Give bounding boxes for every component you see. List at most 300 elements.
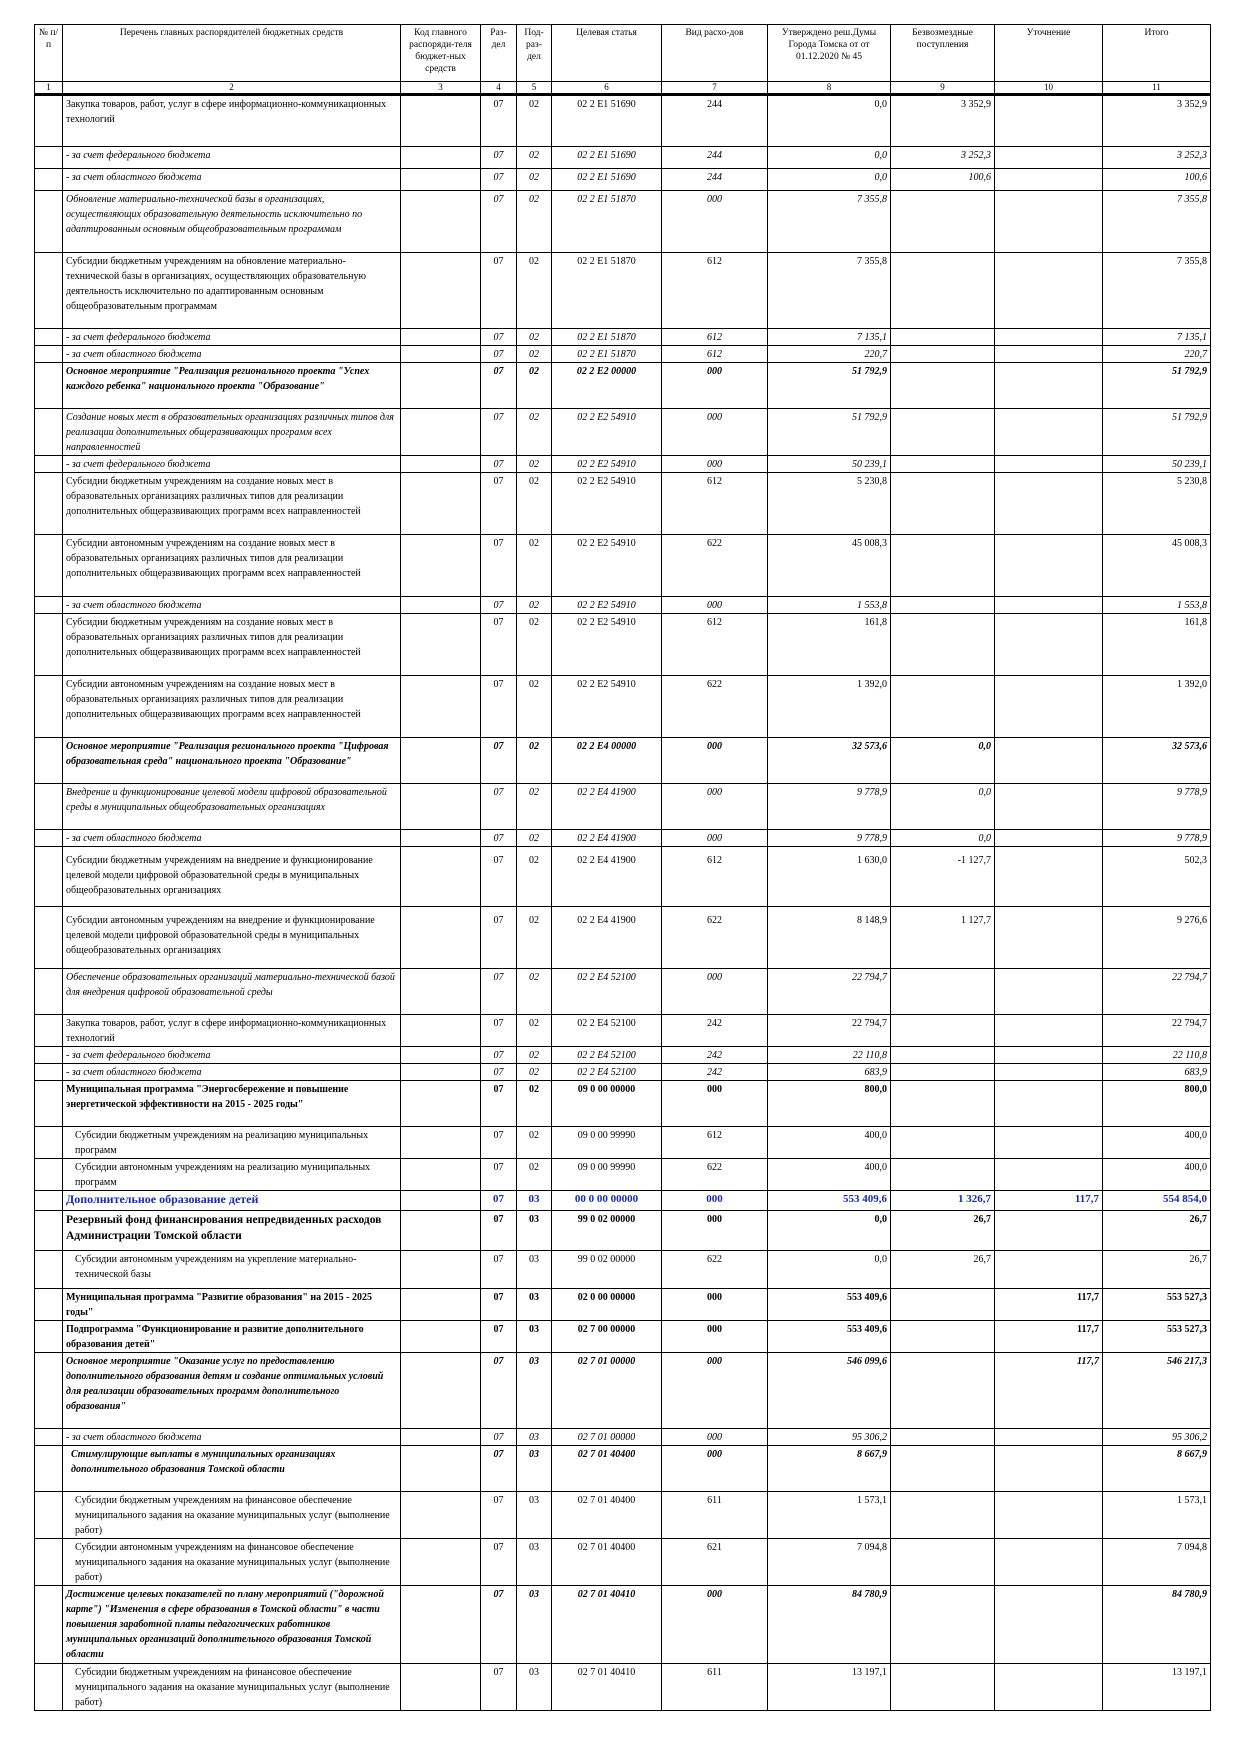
table-row	[35, 1047, 1211, 1064]
cell-grants: 0,0	[891, 738, 995, 784]
table-row	[35, 456, 1211, 473]
cell-number	[35, 1289, 63, 1321]
cell-approved: 9 778,9	[768, 830, 891, 847]
cell-subsection: 03	[517, 1586, 552, 1664]
colnum: 1	[35, 82, 63, 95]
cell-adjustment	[995, 1429, 1103, 1446]
cell-distributor-code	[401, 456, 481, 473]
cell-description: Субсидии автономным учреждениям на создание новых мест в образовательных организациях различных типов для реализации дополнительных общеразвивающих программ всех направленностей	[63, 535, 401, 597]
cell-total: 3 352,9	[1103, 95, 1211, 147]
cell-adjustment	[995, 253, 1103, 329]
table-row	[35, 1127, 1211, 1159]
cell-distributor-code	[401, 1289, 481, 1321]
cell-section: 07	[481, 1492, 517, 1539]
cell-grants	[891, 1539, 995, 1586]
cell-subsection: 03	[517, 1353, 552, 1429]
cell-target-article: 02 2 E2 54910	[552, 676, 662, 738]
cell-adjustment	[995, 169, 1103, 191]
cell-subsection: 02	[517, 1081, 552, 1127]
cell-grants	[891, 329, 995, 346]
cell-grants	[891, 363, 995, 409]
budget-table-sheet	[34, 24, 1210, 1711]
cell-subsection: 02	[517, 907, 552, 969]
cell-subsection: 02	[517, 784, 552, 830]
cell-grants: 1 127,7	[891, 907, 995, 969]
cell-grants: -1 127,7	[891, 847, 995, 907]
cell-adjustment	[995, 1446, 1103, 1492]
cell-grants	[891, 1015, 995, 1047]
cell-description: Муниципальная программа "Развитие образования" на 2015 - 2025 годы"	[63, 1289, 401, 1321]
cell-target-article: 09 0 00 99990	[552, 1127, 662, 1159]
cell-total: 84 780,9	[1103, 1586, 1211, 1664]
cell-target-article: 02 0 00 00000	[552, 1289, 662, 1321]
cell-number	[35, 253, 63, 329]
cell-adjustment	[995, 847, 1103, 907]
cell-target-article: 02 2 E4 41900	[552, 784, 662, 830]
cell-adjustment	[995, 907, 1103, 969]
cell-section: 07	[481, 253, 517, 329]
cell-expense-type: 244	[662, 169, 768, 191]
cell-section: 07	[481, 1446, 517, 1492]
cell-approved: 8 148,9	[768, 907, 891, 969]
cell-grants	[891, 1492, 995, 1539]
cell-number	[35, 409, 63, 456]
cell-section: 07	[481, 1211, 517, 1251]
colnum: 8	[768, 82, 891, 95]
cell-description: Стимулирующие выплаты в муниципальных организациях дополнительного образования Томской области	[63, 1446, 401, 1492]
cell-expense-type: 612	[662, 253, 768, 329]
cell-description: Резервный фонд финансирования непредвиденных расходов Администрации Томской области	[63, 1211, 401, 1251]
header-expense-type: Вид расхо-дов	[662, 25, 768, 82]
cell-total: 100,6	[1103, 169, 1211, 191]
cell-number	[35, 1539, 63, 1586]
cell-total: 7 355,8	[1103, 191, 1211, 253]
cell-description: Субсидии бюджетным учреждениям на создание новых мест в образовательных организациях различных типов для реализации дополнительных общеразвивающих программ всех направленностей	[63, 614, 401, 676]
cell-total: 553 527,3	[1103, 1289, 1211, 1321]
table-row	[35, 614, 1211, 676]
cell-target-article: 02 2 E2 54910	[552, 456, 662, 473]
cell-expense-type: 000	[662, 1081, 768, 1127]
cell-section: 07	[481, 1664, 517, 1711]
cell-adjustment	[995, 147, 1103, 169]
cell-expense-type: 000	[662, 456, 768, 473]
table-row	[35, 169, 1211, 191]
cell-approved: 22 794,7	[768, 969, 891, 1015]
cell-subsection: 03	[517, 1321, 552, 1353]
cell-total: 161,8	[1103, 614, 1211, 676]
cell-adjustment	[995, 969, 1103, 1015]
cell-expense-type: 242	[662, 1015, 768, 1047]
cell-grants	[891, 676, 995, 738]
cell-total: 554 854,0	[1103, 1191, 1211, 1211]
cell-description: Муниципальная программа "Энергосбережение и повышение энергетической эффективности на 2015 - 2025 годы"	[63, 1081, 401, 1127]
cell-subsection: 03	[517, 1289, 552, 1321]
cell-target-article: 02 2 E4 52100	[552, 1015, 662, 1047]
cell-target-article: 02 7 01 40400	[552, 1446, 662, 1492]
cell-number	[35, 676, 63, 738]
cell-expense-type: 000	[662, 1353, 768, 1429]
table-row	[35, 1191, 1211, 1211]
cell-description: - за счет федерального бюджета	[63, 456, 401, 473]
cell-total: 3 252,3	[1103, 147, 1211, 169]
cell-adjustment	[995, 614, 1103, 676]
cell-section: 07	[481, 597, 517, 614]
cell-expense-type: 000	[662, 784, 768, 830]
cell-section: 07	[481, 1429, 517, 1446]
cell-distributor-code	[401, 1251, 481, 1289]
cell-description: Субсидии бюджетным учреждениям на финансовое обеспечение муниципального задания на оказание муниципальных услуг (выполнение работ)	[63, 1664, 401, 1711]
header-grants: Безвозмездные поступления	[891, 25, 995, 82]
cell-total: 13 197,1	[1103, 1664, 1211, 1711]
cell-distributor-code	[401, 1211, 481, 1251]
cell-expense-type: 000	[662, 1446, 768, 1492]
header-target-article: Целевая статья	[552, 25, 662, 82]
cell-subsection: 02	[517, 597, 552, 614]
cell-description: Субсидии бюджетным учреждениям на обновление материально-технической базы в организациях, осуществляющих образовательную деятельность исключительно по адаптированным основным общеобразовательным программам	[63, 253, 401, 329]
table-row	[35, 1446, 1211, 1492]
cell-subsection: 02	[517, 847, 552, 907]
cell-grants	[891, 1127, 995, 1159]
cell-section: 07	[481, 1159, 517, 1191]
cell-approved: 13 197,1	[768, 1664, 891, 1711]
cell-grants	[891, 1429, 995, 1446]
cell-number	[35, 1191, 63, 1211]
header-distributor-code: Код главного распоряди-теля бюджет-ных средств	[401, 25, 481, 82]
cell-total: 1 553,8	[1103, 597, 1211, 614]
cell-grants	[891, 969, 995, 1015]
table-row	[35, 597, 1211, 614]
cell-target-article: 02 7 01 40410	[552, 1586, 662, 1664]
cell-description: - за счет федерального бюджета	[63, 1047, 401, 1064]
cell-grants: 26,7	[891, 1251, 995, 1289]
cell-expense-type: 622	[662, 676, 768, 738]
cell-section: 07	[481, 614, 517, 676]
cell-adjustment	[995, 738, 1103, 784]
header-distributors: Перечень главных распорядителей бюджетных средств	[63, 25, 401, 82]
cell-subsection: 03	[517, 1251, 552, 1289]
table-row	[35, 784, 1211, 830]
cell-adjustment	[995, 1064, 1103, 1081]
cell-expense-type: 622	[662, 1159, 768, 1191]
cell-distributor-code	[401, 1191, 481, 1211]
cell-total: 9 778,9	[1103, 784, 1211, 830]
header-approved: Утверждено реш.Думы Города Томска от от 01.12.2020 № 45	[768, 25, 891, 82]
cell-number	[35, 830, 63, 847]
cell-expense-type: 612	[662, 1127, 768, 1159]
cell-distributor-code	[401, 95, 481, 147]
cell-target-article: 02 2 E1 51870	[552, 191, 662, 253]
table-row	[35, 847, 1211, 907]
cell-expense-type: 000	[662, 738, 768, 784]
cell-grants	[891, 473, 995, 535]
cell-number	[35, 169, 63, 191]
cell-expense-type: 611	[662, 1664, 768, 1711]
cell-approved: 7 094,8	[768, 1539, 891, 1586]
cell-distributor-code	[401, 1492, 481, 1539]
cell-approved: 0,0	[768, 147, 891, 169]
cell-expense-type: 000	[662, 830, 768, 847]
cell-grants: 100,6	[891, 169, 995, 191]
cell-section: 07	[481, 847, 517, 907]
cell-distributor-code	[401, 329, 481, 346]
cell-adjustment	[995, 191, 1103, 253]
cell-target-article: 02 2 E2 54910	[552, 614, 662, 676]
cell-description: Субсидии бюджетным учреждениям на финансовое обеспечение муниципального задания на оказание муниципальных услуг (выполнение работ)	[63, 1492, 401, 1539]
cell-target-article: 02 2 E1 51690	[552, 147, 662, 169]
cell-expense-type: 612	[662, 847, 768, 907]
cell-section: 07	[481, 346, 517, 363]
table-row	[35, 969, 1211, 1015]
cell-approved: 683,9	[768, 1064, 891, 1081]
cell-subsection: 02	[517, 1015, 552, 1047]
cell-number	[35, 1159, 63, 1191]
cell-adjustment: 117,7	[995, 1321, 1103, 1353]
cell-subsection: 02	[517, 147, 552, 169]
cell-approved: 400,0	[768, 1159, 891, 1191]
cell-description: Обеспечение образовательных организаций материально-технической базой для внедрения цифровой образовательной среды	[63, 969, 401, 1015]
cell-description: Основное мероприятие "Оказание услуг по предоставлению дополнительного образования детям и создание оптимальных условий для реализации образовательных программ дополнительного образования"	[63, 1353, 401, 1429]
cell-number	[35, 346, 63, 363]
cell-target-article: 02 2 E4 52100	[552, 1047, 662, 1064]
cell-section: 07	[481, 1015, 517, 1047]
cell-total: 546 217,3	[1103, 1353, 1211, 1429]
table-row	[35, 1211, 1211, 1251]
cell-distributor-code	[401, 409, 481, 456]
table-row	[35, 329, 1211, 346]
cell-adjustment	[995, 1081, 1103, 1127]
cell-approved: 0,0	[768, 1211, 891, 1251]
cell-description: - за счет областного бюджета	[63, 1429, 401, 1446]
header-row	[35, 25, 1211, 82]
cell-subsection: 02	[517, 346, 552, 363]
cell-subsection: 02	[517, 1127, 552, 1159]
cell-number	[35, 329, 63, 346]
cell-adjustment	[995, 95, 1103, 147]
cell-section: 07	[481, 95, 517, 147]
cell-subsection: 02	[517, 1159, 552, 1191]
cell-section: 07	[481, 1081, 517, 1127]
table-row	[35, 1539, 1211, 1586]
cell-approved: 32 573,6	[768, 738, 891, 784]
cell-expense-type: 000	[662, 363, 768, 409]
cell-section: 07	[481, 1191, 517, 1211]
cell-grants	[891, 1047, 995, 1064]
cell-approved: 9 778,9	[768, 784, 891, 830]
colnum: 6	[552, 82, 662, 95]
cell-target-article: 02 2 E4 00000	[552, 738, 662, 784]
cell-adjustment	[995, 346, 1103, 363]
header-number: № п/п	[35, 25, 63, 82]
cell-distributor-code	[401, 1664, 481, 1711]
cell-description: Внедрение и функционирование целевой модели цифровой образовательной среды в муниципальных общеобразовательных организациях	[63, 784, 401, 830]
header-section: Раз-дел	[481, 25, 517, 82]
cell-grants	[891, 1446, 995, 1492]
cell-number	[35, 1492, 63, 1539]
cell-expense-type: 244	[662, 95, 768, 147]
cell-adjustment	[995, 473, 1103, 535]
cell-description: Субсидии бюджетным учреждениям на создание новых мест в образовательных организациях различных типов для реализации дополнительных общеразвивающих программ всех направленностей	[63, 473, 401, 535]
cell-section: 07	[481, 676, 517, 738]
cell-total: 1 392,0	[1103, 676, 1211, 738]
cell-grants	[891, 1321, 995, 1353]
cell-total: 45 008,3	[1103, 535, 1211, 597]
cell-approved: 22 794,7	[768, 1015, 891, 1047]
cell-section: 07	[481, 1064, 517, 1081]
cell-section: 07	[481, 535, 517, 597]
cell-total: 32 573,6	[1103, 738, 1211, 784]
cell-grants	[891, 409, 995, 456]
cell-total: 22 110,8	[1103, 1047, 1211, 1064]
cell-approved: 0,0	[768, 95, 891, 147]
cell-number	[35, 147, 63, 169]
cell-description: Достижение целевых показателей по плану мероприятий ("дорожной карте") "Изменения в сфере образования в Томской области" в части повышения заработной платы педагогических работников муниципальных организаций дополнительного образования Томской области	[63, 1586, 401, 1664]
cell-description: Обновление материально-технической базы в организациях, осуществляющих образовательную деятельность исключительно по адаптированным основным общеобразовательным программам	[63, 191, 401, 253]
colnum: 2	[63, 82, 401, 95]
cell-approved: 1 553,8	[768, 597, 891, 614]
cell-grants: 0,0	[891, 784, 995, 830]
cell-approved: 161,8	[768, 614, 891, 676]
cell-number	[35, 363, 63, 409]
cell-subsection: 03	[517, 1429, 552, 1446]
cell-subsection: 03	[517, 1539, 552, 1586]
cell-distributor-code	[401, 969, 481, 1015]
cell-total: 5 230,8	[1103, 473, 1211, 535]
cell-approved: 84 780,9	[768, 1586, 891, 1664]
cell-number	[35, 1446, 63, 1492]
cell-approved: 1 392,0	[768, 676, 891, 738]
cell-total: 22 794,7	[1103, 1015, 1211, 1047]
cell-section: 07	[481, 1353, 517, 1429]
cell-target-article: 02 2 E4 41900	[552, 830, 662, 847]
cell-grants	[891, 253, 995, 329]
table-row	[35, 1015, 1211, 1047]
cell-section: 07	[481, 907, 517, 969]
cell-adjustment	[995, 535, 1103, 597]
cell-section: 07	[481, 409, 517, 456]
cell-approved: 400,0	[768, 1127, 891, 1159]
cell-distributor-code	[401, 169, 481, 191]
cell-approved: 95 306,2	[768, 1429, 891, 1446]
cell-approved: 7 355,8	[768, 191, 891, 253]
cell-total: 7 135,1	[1103, 329, 1211, 346]
cell-section: 07	[481, 147, 517, 169]
cell-subsection: 02	[517, 409, 552, 456]
cell-section: 07	[481, 1321, 517, 1353]
cell-adjustment	[995, 676, 1103, 738]
cell-subsection: 02	[517, 191, 552, 253]
cell-expense-type: 622	[662, 1251, 768, 1289]
cell-total: 50 239,1	[1103, 456, 1211, 473]
cell-adjustment	[995, 1492, 1103, 1539]
cell-adjustment	[995, 409, 1103, 456]
cell-subsection: 02	[517, 1064, 552, 1081]
cell-subsection: 02	[517, 738, 552, 784]
cell-expense-type: 612	[662, 473, 768, 535]
cell-approved: 553 409,6	[768, 1191, 891, 1211]
cell-approved: 50 239,1	[768, 456, 891, 473]
cell-distributor-code	[401, 1586, 481, 1664]
cell-total: 95 306,2	[1103, 1429, 1211, 1446]
cell-adjustment	[995, 1159, 1103, 1191]
cell-expense-type: 242	[662, 1047, 768, 1064]
header-adjustment: Уточнение	[995, 25, 1103, 82]
cell-target-article: 02 2 E4 52100	[552, 1064, 662, 1081]
cell-total: 400,0	[1103, 1127, 1211, 1159]
colnum: 9	[891, 82, 995, 95]
table-row	[35, 1321, 1211, 1353]
cell-description: Субсидии автономным учреждениям на укрепление материально-технической базы	[63, 1251, 401, 1289]
cell-number	[35, 1251, 63, 1289]
cell-distributor-code	[401, 847, 481, 907]
cell-grants: 26,7	[891, 1211, 995, 1251]
cell-total: 26,7	[1103, 1251, 1211, 1289]
cell-adjustment	[995, 784, 1103, 830]
cell-description: Субсидии бюджетным учреждениям на внедрение и функционирование целевой модели цифровой образовательной среды в муниципальных общеобразовательных организациях	[63, 847, 401, 907]
cell-distributor-code	[401, 614, 481, 676]
cell-section: 07	[481, 1251, 517, 1289]
cell-subsection: 02	[517, 1047, 552, 1064]
cell-distributor-code	[401, 1446, 481, 1492]
cell-expense-type: 000	[662, 597, 768, 614]
cell-subsection: 02	[517, 363, 552, 409]
cell-approved: 553 409,6	[768, 1321, 891, 1353]
cell-total: 502,3	[1103, 847, 1211, 907]
cell-adjustment	[995, 329, 1103, 346]
cell-distributor-code	[401, 473, 481, 535]
cell-description: Основное мероприятие "Реализация регионального проекта "Успех каждого ребенка" национального проекта "Образование"	[63, 363, 401, 409]
cell-grants: 3 352,9	[891, 95, 995, 147]
cell-number	[35, 1127, 63, 1159]
table-row	[35, 907, 1211, 969]
cell-target-article: 02 2 E4 41900	[552, 847, 662, 907]
cell-section: 07	[481, 1289, 517, 1321]
cell-adjustment: 117,7	[995, 1353, 1103, 1429]
cell-adjustment	[995, 1664, 1103, 1711]
cell-target-article: 02 2 E2 54910	[552, 473, 662, 535]
cell-distributor-code	[401, 363, 481, 409]
table-row	[35, 147, 1211, 169]
table-row	[35, 535, 1211, 597]
cell-total: 51 792,9	[1103, 363, 1211, 409]
cell-number	[35, 614, 63, 676]
cell-approved: 800,0	[768, 1081, 891, 1127]
cell-section: 07	[481, 1586, 517, 1664]
table-row	[35, 1429, 1211, 1446]
cell-target-article: 99 0 02 00000	[552, 1251, 662, 1289]
table-row	[35, 1064, 1211, 1081]
cell-description: Субсидии автономным учреждениям на создание новых мест в образовательных организациях различных типов для реализации дополнительных общеразвивающих программ всех направленностей	[63, 676, 401, 738]
cell-total: 9 276,6	[1103, 907, 1211, 969]
cell-total: 26,7	[1103, 1211, 1211, 1251]
cell-adjustment	[995, 456, 1103, 473]
cell-approved: 5 230,8	[768, 473, 891, 535]
cell-approved: 0,0	[768, 169, 891, 191]
cell-description: - за счет областного бюджета	[63, 830, 401, 847]
cell-grants	[891, 535, 995, 597]
cell-expense-type: 244	[662, 147, 768, 169]
colnum: 5	[517, 82, 552, 95]
cell-section: 07	[481, 329, 517, 346]
cell-total: 8 667,9	[1103, 1446, 1211, 1492]
colnum: 10	[995, 82, 1103, 95]
cell-section: 07	[481, 191, 517, 253]
cell-approved: 0,0	[768, 1251, 891, 1289]
cell-subsection: 02	[517, 969, 552, 1015]
cell-number	[35, 1015, 63, 1047]
cell-expense-type: 611	[662, 1492, 768, 1539]
cell-description: - за счет областного бюджета	[63, 597, 401, 614]
cell-adjustment: 117,7	[995, 1289, 1103, 1321]
